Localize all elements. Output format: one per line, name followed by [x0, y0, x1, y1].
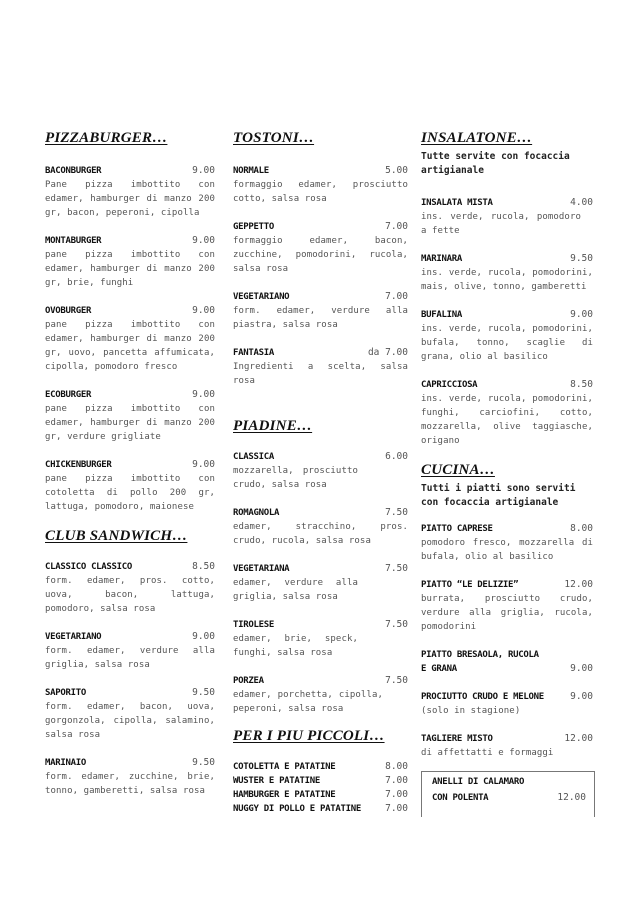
item-description: pane pizza imbottito con edamer, hamburger di manzo 200 gr, verdure grigliate: [45, 404, 215, 442]
item-name: PIATTO CAPRESE: [421, 524, 493, 534]
item-name: VEGETARIANA: [233, 564, 290, 574]
menu-item: [233, 450, 408, 492]
item-name: PORZEA: [233, 676, 264, 686]
menu-item: [233, 164, 408, 206]
menu-item: [45, 686, 215, 742]
item-price: 9.00: [570, 309, 593, 320]
item-price: 9.00: [192, 165, 215, 176]
section-title-piadine: PIADINE…: [233, 418, 313, 434]
item-description: burrata, prosciutto crudo, verdure alla griglia, rucola, pomodorini: [421, 594, 593, 632]
menu-item: [45, 458, 215, 514]
item-price: 8.50: [192, 561, 215, 572]
item-price: 7.00: [385, 221, 408, 232]
item-name: VEGETARIANO: [45, 632, 102, 642]
item-description: ins. verde, rucola, pomodoro a fette: [421, 212, 581, 236]
item-name: TAGLIERE MISTO: [421, 734, 493, 744]
menu-item: [233, 562, 408, 604]
item-description: formaggio edamer, bacon, zucchine, pomodorini, rucola, salsa rosa: [233, 236, 408, 274]
item-price: 7.50: [385, 619, 408, 630]
item-description: form. edamer, zucchine, brie, tonno, gamberetti, salsa rosa: [45, 772, 215, 796]
menu-item: [233, 220, 408, 276]
menu-item: [421, 732, 593, 760]
item-name: ECOBURGER: [45, 390, 92, 400]
menu-column-1: [45, 128, 215, 798]
section-title-club-sandwich: CLUB SANDWICH…: [45, 528, 188, 544]
item-name: VEGETARIANO: [233, 292, 290, 302]
item-name: ROMAGNOLA: [233, 508, 280, 518]
item-name: CLASSICA: [233, 452, 274, 462]
item-name: SAPORITO: [45, 688, 86, 698]
kids-menu-list: [233, 760, 408, 816]
item-name: TIROLESE: [233, 620, 274, 630]
item-name: BACONBURGER: [45, 166, 102, 176]
item-price: 9.00: [192, 631, 215, 642]
section-title-pizzaburger: PIZZABURGER…: [45, 130, 168, 146]
item-price: 7.50: [385, 675, 408, 686]
item-description: ins. verde, rucola, pomodorini, funghi, carciofini, cotto, mozzarella, olive taggiasche, origano: [421, 394, 593, 446]
boxed-menu-item: [421, 771, 595, 817]
item-name: FANTASIA: [233, 348, 274, 358]
item-price: 4.00: [570, 197, 593, 208]
item-name: MONTABURGER: [45, 236, 102, 246]
item-description: form. edamer, verdure alla griglia, salsa rosa: [45, 646, 215, 670]
menu-item: [233, 290, 408, 332]
menu-item: [233, 346, 408, 388]
item-price: 12.00: [564, 579, 593, 590]
item-description: pane pizza imbottito con cotoletta di pollo 200 gr, lattuga, pomodoro, maionese: [45, 474, 215, 512]
menu-item: [233, 618, 408, 660]
item-name: PROCIUTTO CRUDO E MELONE: [421, 692, 544, 702]
menu-item: [233, 506, 408, 548]
item-name-line2: CON POLENTA: [432, 793, 489, 803]
section-subtitle: Tutte servite con focaccia artigianale: [421, 151, 570, 176]
menu-item: [233, 788, 408, 802]
item-description: pane pizza imbottito con edamer, hamburger di manzo 200 gr, uovo, pancetta affumicata, cipolla, pomodoro fresco: [45, 320, 215, 372]
menu-item: [421, 308, 593, 364]
item-name: CAPRICCIOSA: [421, 380, 478, 390]
menu-item: [421, 196, 593, 238]
section-title-tostoni: TOSTONI…: [233, 130, 315, 146]
menu-item: [45, 756, 215, 798]
item-price: 9.00: [192, 389, 215, 400]
item-price: 9.50: [192, 687, 215, 698]
item-description: Ingredienti a scelta, salsa rosa: [233, 362, 408, 386]
item-description: edamer, porchetta, cipolla, peperoni, salsa rosa: [233, 690, 383, 714]
menu-item: [421, 690, 593, 718]
item-price: 7.50: [385, 563, 408, 574]
menu-item: [421, 578, 593, 634]
item-name: MARINAIO: [45, 758, 86, 768]
menu-item: [421, 522, 593, 564]
item-description: di affettatti e formaggi: [421, 748, 554, 758]
item-price: 9.00: [192, 235, 215, 246]
menu-item: [233, 774, 408, 788]
item-name: BUFALINA: [421, 310, 462, 320]
item-description: Pane pizza imbottito con edamer, hamburger di manzo 200 gr, bacon, peperoni, cipolla: [45, 180, 215, 218]
item-description: ins. verde, rucola, pomodorini, mais, olive, tonno, gamberetti: [421, 268, 593, 292]
item-price: 7.00: [385, 291, 408, 302]
menu-item: [45, 388, 215, 444]
item-name-line1: PIATTO BRESAOLA, RUCOLA: [421, 650, 539, 660]
item-name: HAMBURGER E PATATINE: [233, 790, 336, 800]
menu-item: [421, 252, 593, 294]
item-price: 9.00: [192, 305, 215, 316]
section-title-cucina: CUCINA…: [421, 462, 495, 478]
item-description: (solo in stagione): [421, 706, 521, 716]
item-price: 12.00: [557, 792, 586, 803]
item-price: 9.00: [570, 691, 593, 702]
item-price: 7.50: [385, 507, 408, 518]
item-price: 8.50: [570, 379, 593, 390]
item-description: ins. verde, rucola, pomodorini, bufala, tonno, scaglie di grana, olio al basilico: [421, 324, 593, 362]
item-description: form. edamer, verdure alla piastra, salsa rosa: [233, 306, 408, 330]
item-name: PIATTO “LE DELIZIE”: [421, 580, 519, 590]
item-description: form. edamer, pros. cotto, uova, bacon, lattuga, pomodoro, salsa rosa: [45, 576, 215, 614]
item-description: mozzarella, prosciutto crudo, salsa rosa: [233, 466, 358, 490]
item-price: 8.00: [385, 761, 408, 772]
item-price: 7.00: [385, 789, 408, 800]
item-price: 9.50: [192, 757, 215, 768]
item-description: pomodoro fresco, mozzarella di bufala, olio al basilico: [421, 538, 593, 562]
item-name: NORMALE: [233, 166, 269, 176]
item-name: COTOLETTA E PATATINE: [233, 762, 336, 772]
menu-item: [233, 802, 408, 816]
item-price: 12.00: [564, 733, 593, 744]
item-price: 5.00: [385, 165, 408, 176]
item-name-line2: E GRANA: [421, 664, 457, 674]
item-name: MARINARA: [421, 254, 462, 264]
item-description: edamer, stracchino, pros. crudo, rucola, salsa rosa: [233, 522, 408, 546]
section-subtitle: Tutti i piatti sono serviti con focaccia artigianale: [421, 483, 576, 508]
item-name: OVOBURGER: [45, 306, 92, 316]
item-price: 7.00: [385, 775, 408, 786]
item-name: CHICKENBURGER: [45, 460, 112, 470]
menu-item: [233, 760, 408, 774]
item-price: 7.00: [385, 803, 408, 814]
item-price: 6.00: [385, 451, 408, 462]
item-description: formaggio edamer, prosciutto cotto, salsa rosa: [233, 180, 408, 204]
menu-item: [45, 630, 215, 672]
item-price: 9.50: [570, 253, 593, 264]
item-description: edamer, brie, speck, funghi, salsa rosa: [233, 634, 358, 658]
menu-item: [45, 164, 215, 220]
menu-item: [421, 378, 593, 448]
item-name: NUGGY DI POLLO E PATATINE: [233, 804, 361, 814]
item-name: GEPPETTO: [233, 222, 274, 232]
section-title-per-i-piu-piccoli: PER I PIU PICCOLI…: [233, 728, 385, 744]
item-price: 8.00: [570, 523, 593, 534]
item-price: 9.00: [192, 459, 215, 470]
menu-item: [45, 304, 215, 374]
menu-item: [45, 234, 215, 290]
menu-item: [421, 648, 593, 676]
menu-item: [233, 674, 408, 716]
item-name: INSALATA MISTA: [421, 198, 493, 208]
item-description: edamer, verdure alla griglia, salsa rosa: [233, 578, 358, 602]
item-name: CLASSICO CLASSICO: [45, 562, 133, 572]
item-price: 9.00: [570, 663, 593, 674]
section-title-insalatone: INSALATONE…: [421, 130, 533, 146]
item-description: form. edamer, bacon, uova, gorgonzola, cipolla, salamino, salsa rosa: [45, 702, 215, 740]
menu-item: [45, 560, 215, 616]
item-description: pane pizza imbottito con edamer, hamburger di manzo 200 gr, brie, funghi: [45, 250, 215, 288]
item-name-line1: ANELLI DI CALAMARO: [432, 777, 525, 787]
item-price: da 7.00: [367, 347, 408, 358]
menu-column-3: [421, 128, 593, 760]
menu-column-2: [233, 128, 408, 816]
item-name: WUSTER E PATATINE: [233, 776, 321, 786]
